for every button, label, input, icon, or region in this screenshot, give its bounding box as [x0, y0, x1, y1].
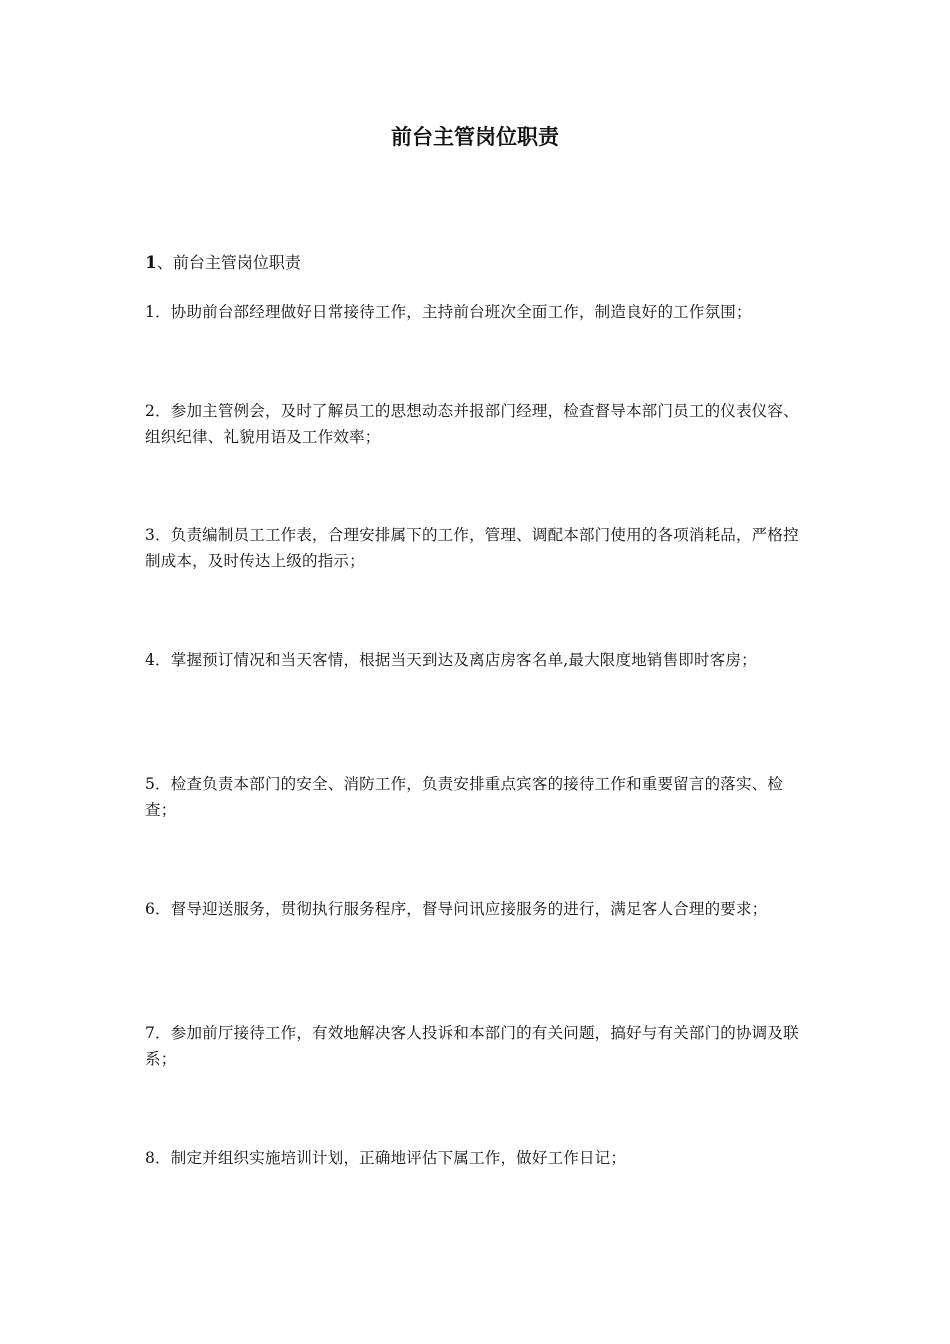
section-heading	[145, 250, 301, 276]
section-number: 1	[145, 253, 157, 273]
section-heading-text: 前台主管岗位职责	[172, 253, 301, 272]
duty-item-7: 7．参加前厅接待工作，有效地解决客人投诉和本部门的有关问题，搞好与有关部门的协调及联系；	[145, 1024, 799, 1068]
section-separator: 、	[156, 253, 173, 272]
duty-item-2: 2．参加主管例会，及时了解员工的思想动态并报部门经理，检查督导本部门员工的仪表仪容、组织纪律、礼貌用语及工作效率；	[145, 402, 799, 446]
duty-item-1: 1．协助前台部经理做好日常接待工作，主持前台班次全面工作，制造良好的工作氛围；	[145, 303, 752, 321]
document-title: 前台主管岗位职责	[391, 125, 559, 149]
duty-item-5: 5．检查负责本部门的安全、消防工作，负责安排重点宾客的接待工作和重要留言的落实、检查；	[145, 775, 784, 819]
duty-item-6: 6．督导迎送服务，贯彻执行服务程序，督导问讯应接服务的进行，满足客人合理的要求；	[145, 900, 768, 918]
duty-item-3: 3．负责编制员工工作表，合理安排属下的工作，管理、调配本部门使用的各项消耗品，严格控制成本，及时传达上级的指示；	[145, 526, 799, 570]
duty-item-4: 4．掌握预订情况和当天客情，根据当天到达及离店房客名单,最大限度地销售即时客房；	[145, 651, 757, 669]
duty-item-8: 8．制定并组织实施培训计划，正确地评估下属工作，做好工作日记；	[145, 1149, 627, 1167]
